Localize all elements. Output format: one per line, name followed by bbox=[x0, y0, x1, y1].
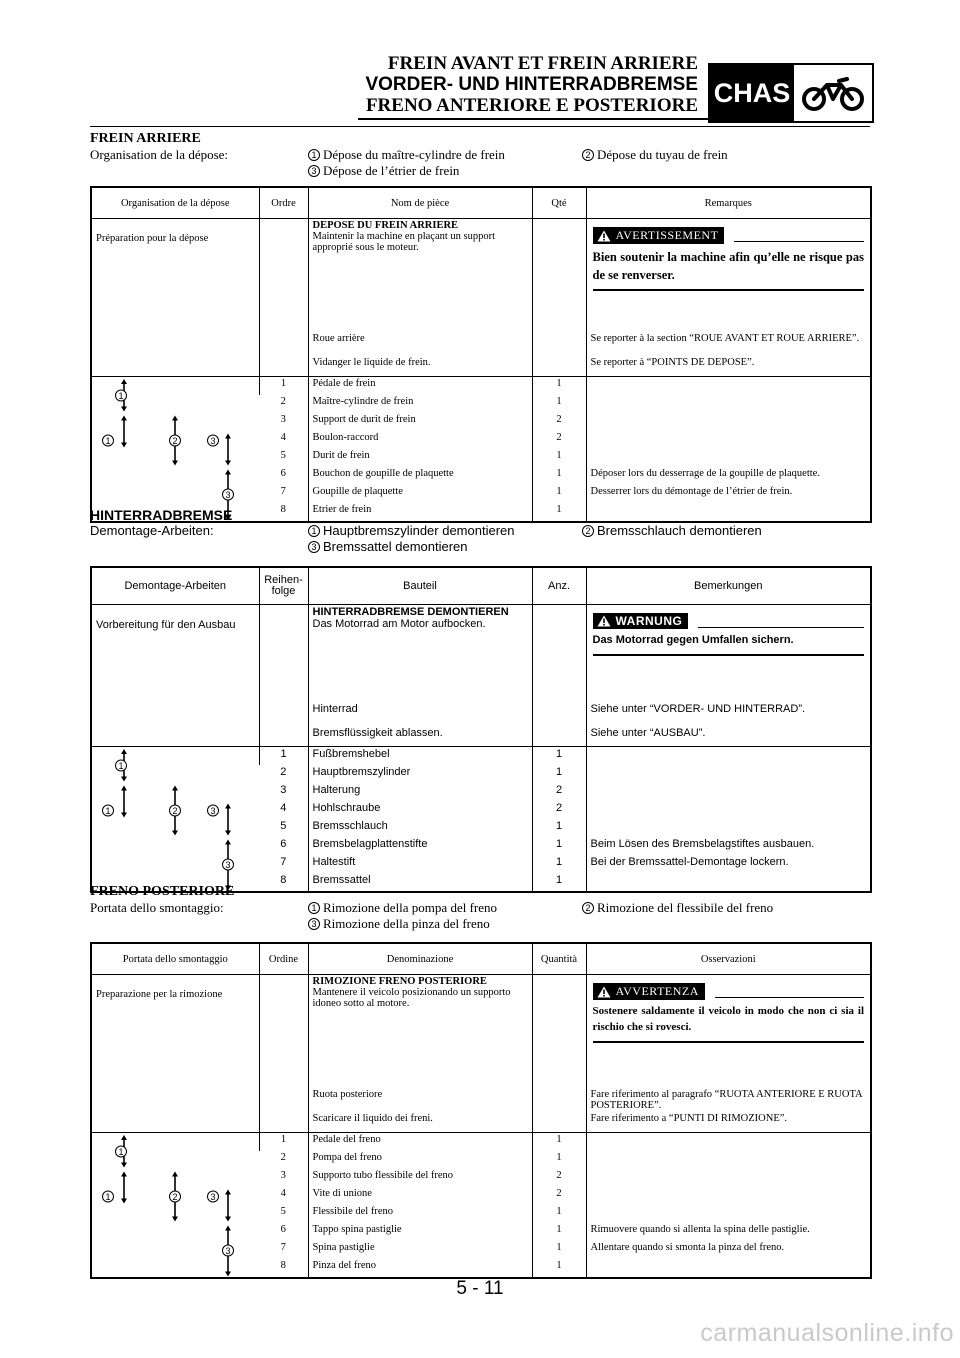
part-remark bbox=[586, 413, 871, 431]
empty-cell bbox=[259, 726, 308, 747]
order-number: 7 bbox=[280, 1242, 286, 1253]
order-number: 7 bbox=[280, 856, 287, 868]
empty-cell bbox=[259, 332, 308, 356]
part-name: Halterung bbox=[308, 783, 532, 801]
header-rule bbox=[358, 118, 708, 120]
org-step-text: Bremssattel demontieren bbox=[323, 539, 468, 554]
order-number: 2 bbox=[280, 766, 287, 778]
step-marker-label: 2 bbox=[172, 806, 178, 816]
part-remark bbox=[586, 449, 871, 467]
step-marker-label: 3 bbox=[225, 860, 231, 870]
prep-item-name: Roue arrière bbox=[308, 332, 532, 356]
empty-cell bbox=[259, 975, 308, 1089]
order-number: 4 bbox=[280, 1188, 286, 1199]
step-marker-circle bbox=[208, 435, 219, 446]
org-step-text: Dépose du maître-cylindre de frein bbox=[323, 147, 505, 162]
column-header: Anz. bbox=[532, 567, 586, 605]
order-number: 4 bbox=[280, 802, 287, 814]
step-marker-circle bbox=[103, 435, 114, 446]
title-fr: FREIN AVANT ET FREIN ARRIERE bbox=[387, 53, 698, 74]
part-name: Pédale de frein bbox=[308, 377, 532, 396]
org-step-2 bbox=[582, 900, 870, 916]
prep-item-name: Ruota posteriore bbox=[308, 1088, 532, 1112]
quantity: 1 bbox=[532, 819, 586, 837]
step-marker: 2 bbox=[582, 149, 594, 161]
part-remark: Rimuovere quando si allenta la spina delle pastiglie. bbox=[586, 1223, 871, 1241]
step-marker-label: 1 bbox=[118, 391, 124, 401]
part-remark bbox=[586, 747, 871, 766]
part-remark bbox=[586, 1151, 871, 1169]
step-arrows bbox=[91, 377, 259, 523]
org-step-2 bbox=[582, 147, 870, 163]
step-marker-label: 3 bbox=[225, 1246, 231, 1256]
section-title: FREIN ARRIERE bbox=[90, 131, 201, 146]
prep-row bbox=[91, 975, 871, 1089]
prep-item-name: Hinterrad bbox=[308, 702, 532, 726]
empty-cell bbox=[91, 1088, 259, 1112]
quantity: 1 bbox=[532, 467, 586, 485]
prep-item-remark: Fare riferimento al paragrafo “RUOTA ANTERIORE E RUOTA POSTERIORE”. bbox=[586, 1088, 871, 1112]
order-number: 1 bbox=[259, 377, 308, 396]
empty-cell bbox=[91, 1112, 259, 1133]
warning-rule bbox=[715, 997, 864, 998]
warning-icon bbox=[597, 615, 611, 627]
warning-label: AVVERTENZA bbox=[615, 984, 699, 998]
part-remark: Desserrer lors du démontage de l’étrier de frein. bbox=[586, 485, 871, 503]
step-marker-circle bbox=[223, 1245, 234, 1256]
part-name: Bouchon de goupille de plaquette bbox=[308, 467, 532, 485]
org-label: Demontage-Arbeiten: bbox=[90, 523, 214, 538]
org-label: Organisation de la dépose: bbox=[90, 147, 229, 162]
empty-cell bbox=[259, 1112, 308, 1133]
org-spacer bbox=[90, 163, 308, 179]
empty-cell bbox=[259, 219, 308, 333]
org-spacer bbox=[90, 539, 308, 555]
empty-cell bbox=[259, 605, 308, 703]
empty-cell bbox=[532, 726, 586, 747]
column-header: Quantità bbox=[532, 943, 586, 975]
column-header: Nom de pièce bbox=[308, 187, 532, 219]
table-row bbox=[91, 377, 871, 396]
part-name: Hohlschraube bbox=[308, 801, 532, 819]
step-marker-label: 2 bbox=[172, 436, 178, 446]
org-row bbox=[90, 900, 870, 916]
prep-text: Das Motorrad am Motor aufbocken. bbox=[312, 618, 486, 630]
warning-text: Sostenere saldamente il veicolo in modo che non ci sia il rischio che si rovesci. bbox=[593, 1004, 865, 1043]
prep-row bbox=[91, 219, 871, 333]
step-marker: 3 bbox=[308, 541, 320, 553]
column-header: Ordre bbox=[259, 187, 308, 219]
org-step-text: Dépose de l’étrier de frein bbox=[323, 163, 460, 178]
org-row bbox=[90, 916, 870, 932]
empty-cell bbox=[532, 702, 586, 726]
part-name: Etrier de frein bbox=[308, 503, 532, 522]
empty-cell bbox=[532, 975, 586, 1089]
prep-heading: HINTERRADBREMSE DEMONTIEREN bbox=[312, 606, 509, 618]
table-header-row bbox=[91, 943, 871, 975]
step-marker: 2 bbox=[582, 902, 594, 914]
part-name: Bremssattel bbox=[308, 873, 532, 892]
org-step-text: Rimozione del flessibile del freno bbox=[597, 900, 774, 915]
step-marker-label: 1 bbox=[118, 761, 124, 771]
order-number: 2 bbox=[280, 396, 286, 407]
part-remark bbox=[586, 819, 871, 837]
order-number: 5 bbox=[280, 820, 287, 832]
part-remark bbox=[586, 1133, 871, 1152]
step-marker-circle bbox=[116, 760, 127, 771]
step-marker-label: 1 bbox=[118, 1147, 124, 1157]
quantity: 1 bbox=[532, 765, 586, 783]
quantity: 1 bbox=[532, 377, 586, 396]
column-header: Bemerkungen bbox=[586, 567, 871, 605]
part-remark bbox=[586, 1187, 871, 1205]
step-arrow-diagram bbox=[92, 377, 260, 523]
part-remark bbox=[586, 1205, 871, 1223]
quantity: 1 bbox=[532, 1151, 586, 1169]
step-arrows bbox=[91, 1133, 259, 1279]
prep-item-remark: Siehe unter “VORDER- UND HINTERRAD”. bbox=[586, 702, 871, 726]
column-header: Remarques bbox=[586, 187, 871, 219]
table-header-row bbox=[91, 567, 871, 605]
quantity: 1 bbox=[532, 449, 586, 467]
empty-cell bbox=[91, 356, 259, 377]
org-step-1 bbox=[308, 147, 582, 163]
prep-item-row bbox=[91, 1112, 871, 1133]
order-number: 6 bbox=[280, 1224, 286, 1235]
warning-box bbox=[586, 975, 871, 1089]
section-de bbox=[90, 507, 870, 555]
step-marker-circle bbox=[103, 1191, 114, 1202]
order-number: 6 bbox=[280, 838, 287, 850]
step-marker-label: 3 bbox=[225, 490, 231, 500]
step-marker-circle bbox=[170, 805, 181, 816]
step-marker-circle bbox=[103, 805, 114, 816]
step-arrows bbox=[91, 747, 259, 893]
part-name: Tappo spina pastiglie bbox=[308, 1223, 532, 1241]
part-name: Hauptbremszylinder bbox=[308, 765, 532, 783]
quantity: 1 bbox=[532, 485, 586, 503]
quantity: 2 bbox=[532, 413, 586, 431]
order-number: 2 bbox=[280, 1152, 286, 1163]
step-marker-circle bbox=[208, 1191, 219, 1202]
empty-cell bbox=[259, 1088, 308, 1112]
quantity: 2 bbox=[532, 431, 586, 449]
empty-cell bbox=[91, 726, 259, 747]
order-number: 8 bbox=[280, 874, 287, 886]
prep-item-row bbox=[91, 332, 871, 356]
section-title: FRENO POSTERIORE bbox=[90, 884, 235, 899]
chas-label: CHAS bbox=[710, 65, 794, 121]
part-remark bbox=[586, 783, 871, 801]
section-title: HINTERRADBREMSE bbox=[90, 507, 233, 523]
org-row bbox=[90, 539, 870, 555]
org-step-3 bbox=[308, 916, 490, 932]
part-name: Haltestift bbox=[308, 855, 532, 873]
step-1-arrow-b bbox=[121, 416, 127, 448]
quantity: 1 bbox=[532, 503, 586, 522]
quantity: 1 bbox=[532, 1223, 586, 1241]
disassembly-table bbox=[90, 942, 872, 1279]
part-name: Vite di unione bbox=[308, 1187, 532, 1205]
warning-head bbox=[593, 613, 865, 629]
prep-item-remark: Siehe unter “AUSBAU”. bbox=[586, 726, 871, 747]
part-name: Support de durit de frein bbox=[308, 413, 532, 431]
step-marker-circle bbox=[223, 859, 234, 870]
warning-box bbox=[586, 605, 871, 703]
part-name: Supporto tubo flessibile del freno bbox=[308, 1169, 532, 1187]
quantity: 2 bbox=[532, 783, 586, 801]
part-remark bbox=[586, 395, 871, 413]
org-step-text: Rimozione della pinza del freno bbox=[323, 916, 490, 931]
part-name: Fußbremshebel bbox=[308, 747, 532, 766]
prep-item-row bbox=[91, 726, 871, 747]
prep-description bbox=[308, 219, 532, 333]
order-number: 1 bbox=[259, 747, 308, 766]
column-header: Reihen-folge bbox=[259, 567, 308, 605]
part-name: Flessibile del freno bbox=[308, 1205, 532, 1223]
column-header: Demontage-Arbeiten bbox=[91, 567, 259, 605]
column-header: Ordine bbox=[259, 943, 308, 975]
column-header: Osservazioni bbox=[586, 943, 871, 975]
quantity: 1 bbox=[532, 1259, 586, 1278]
prep-description bbox=[308, 605, 532, 703]
prep-item-row bbox=[91, 1088, 871, 1112]
org-row bbox=[90, 163, 870, 179]
empty-cell bbox=[259, 356, 308, 377]
empty-cell bbox=[532, 605, 586, 703]
warning-badge bbox=[593, 227, 725, 244]
step-marker-label: 2 bbox=[172, 1192, 178, 1202]
quantity: 1 bbox=[532, 1205, 586, 1223]
quantity: 1 bbox=[532, 837, 586, 855]
step-marker-circle bbox=[170, 435, 181, 446]
step-marker-label: 3 bbox=[210, 806, 216, 816]
step-1-arrow-b bbox=[121, 1172, 127, 1204]
part-name: Bremsschlauch bbox=[308, 819, 532, 837]
prep-label: Preparazione per la rimozione bbox=[96, 989, 223, 1000]
step-marker-label: 1 bbox=[105, 436, 111, 446]
empty-cell bbox=[532, 219, 586, 333]
disassembly-table bbox=[90, 186, 872, 523]
warning-head bbox=[593, 227, 865, 244]
org-spacer bbox=[90, 916, 308, 932]
quantity: 2 bbox=[532, 1169, 586, 1187]
part-name: Goupille de plaquette bbox=[308, 485, 532, 503]
empty-cell bbox=[532, 356, 586, 377]
quantity: 1 bbox=[532, 855, 586, 873]
org-row bbox=[90, 147, 870, 163]
order-number: 8 bbox=[280, 504, 286, 515]
column-header: Organisation de la dépose bbox=[91, 187, 259, 219]
quantity: 1 bbox=[532, 747, 586, 766]
step-marker: 3 bbox=[308, 165, 320, 177]
quantity: 1 bbox=[532, 873, 586, 892]
step-3-arrow-a bbox=[225, 434, 231, 466]
step-marker-circle bbox=[116, 1146, 127, 1157]
step-1-arrow-b bbox=[121, 786, 127, 818]
prep-heading: DEPOSE DU FREIN ARRIERE bbox=[312, 220, 459, 231]
order-number: 7 bbox=[280, 486, 286, 497]
part-remark: Allentare quando si smonta la pinza del freno. bbox=[586, 1241, 871, 1259]
warning-head bbox=[593, 983, 865, 1000]
step-marker-label: 3 bbox=[210, 1192, 216, 1202]
motorcycle-icon bbox=[794, 65, 872, 121]
org-step-text: Dépose du tuyau de frein bbox=[597, 147, 728, 162]
prep-label: Préparation pour la dépose bbox=[96, 233, 209, 244]
prep-item-name: Bremsflüssigkeit ablassen. bbox=[308, 726, 532, 747]
warning-text: Bien soutenir la machine afin qu’elle ne risque pas de se renverser. bbox=[593, 248, 865, 291]
order-number: 3 bbox=[280, 414, 286, 425]
page-number: 5 - 11 bbox=[456, 1278, 504, 1299]
prep-item-row bbox=[91, 356, 871, 377]
empty-cell bbox=[259, 702, 308, 726]
prep-item-name: Scaricare il liquido dei freni. bbox=[308, 1112, 532, 1133]
step-3-arrow-a bbox=[225, 804, 231, 836]
empty-cell bbox=[532, 1088, 586, 1112]
quantity: 2 bbox=[532, 801, 586, 819]
step-arrow-diagram bbox=[92, 1133, 260, 1279]
part-remark: Déposer lors du desserrage de la goupille de plaquette. bbox=[586, 467, 871, 485]
part-remark bbox=[586, 801, 871, 819]
order-number: 3 bbox=[280, 1170, 286, 1181]
step-marker-label: 1 bbox=[105, 1192, 111, 1202]
step-marker-circle bbox=[223, 489, 234, 500]
step-marker: 3 bbox=[308, 918, 320, 930]
empty-cell bbox=[532, 1112, 586, 1133]
step-marker-circle bbox=[170, 1191, 181, 1202]
part-remark bbox=[586, 1169, 871, 1187]
quantity: 2 bbox=[532, 1187, 586, 1205]
prep-item-remark: Se reporter à la section “ROUE AVANT ET ROUE ARRIERE”. bbox=[586, 332, 871, 356]
org-label: Portata dello smontaggio: bbox=[90, 900, 224, 915]
step-marker: 1 bbox=[308, 525, 320, 537]
column-header: Portata dello smontaggio bbox=[91, 943, 259, 975]
prep-item-row bbox=[91, 702, 871, 726]
quantity: 1 bbox=[532, 395, 586, 413]
org-step-text: Rimozione della pompa del freno bbox=[323, 900, 498, 915]
order-number: 8 bbox=[280, 1260, 286, 1271]
column-header: Denominazione bbox=[308, 943, 532, 975]
table-header-row bbox=[91, 187, 871, 219]
order-number: 5 bbox=[280, 1206, 286, 1217]
column-header: Qté bbox=[532, 187, 586, 219]
header-rule-long bbox=[90, 126, 870, 127]
order-number: 4 bbox=[280, 432, 286, 443]
empty-cell bbox=[532, 332, 586, 356]
warning-badge bbox=[593, 983, 705, 1000]
order-number: 3 bbox=[280, 784, 287, 796]
org-step-1 bbox=[308, 523, 582, 539]
table-row bbox=[91, 1133, 871, 1152]
prep-description bbox=[308, 975, 532, 1089]
step-marker-label: 1 bbox=[105, 806, 111, 816]
empty-cell bbox=[91, 702, 259, 726]
title-it: FRENO ANTERIORE E POSTERIORE bbox=[365, 95, 698, 116]
part-name: Boulon-raccord bbox=[308, 431, 532, 449]
step-marker-label: 3 bbox=[210, 436, 216, 446]
part-name: Pompa del freno bbox=[308, 1151, 532, 1169]
header-titles bbox=[340, 54, 698, 116]
section-fr bbox=[90, 131, 870, 179]
table-row bbox=[91, 747, 871, 766]
org-step-2 bbox=[582, 523, 870, 539]
part-name: Pedale del freno bbox=[308, 1133, 532, 1152]
prep-label: Vorbereitung für den Ausbau bbox=[96, 619, 236, 631]
step-marker-circle bbox=[208, 805, 219, 816]
warning-rule bbox=[734, 241, 864, 242]
step-marker: 2 bbox=[582, 525, 594, 537]
quantity: 1 bbox=[532, 1241, 586, 1259]
disassembly-table bbox=[90, 566, 872, 893]
order-number: 6 bbox=[280, 468, 286, 479]
warning-label: AVERTISSEMENT bbox=[615, 228, 719, 242]
warning-icon bbox=[597, 986, 611, 998]
part-remark bbox=[586, 765, 871, 783]
step-marker-circle bbox=[116, 390, 127, 401]
org-step-3 bbox=[308, 539, 468, 555]
part-name: Durit de frein bbox=[308, 449, 532, 467]
warning-icon bbox=[597, 230, 611, 242]
part-remark bbox=[586, 377, 871, 396]
quantity: 1 bbox=[532, 1133, 586, 1152]
prep-row bbox=[91, 605, 871, 703]
org-step-1 bbox=[308, 900, 582, 916]
part-remark bbox=[586, 431, 871, 449]
warning-label: WARNUNG bbox=[615, 614, 683, 628]
part-name: Pinza del freno bbox=[308, 1259, 532, 1278]
org-step-3 bbox=[308, 163, 459, 179]
part-remark bbox=[586, 1259, 871, 1278]
part-name: Bremsbelagplattenstifte bbox=[308, 837, 532, 855]
part-name: Maître-cylindre de frein bbox=[308, 395, 532, 413]
title-de: VORDER- UND HINTERRADBREMSE bbox=[365, 74, 698, 95]
prep-item-name: Vidanger le liquide de frein. bbox=[308, 356, 532, 377]
chas-badge bbox=[708, 63, 874, 123]
part-remark: Bei der Bremssattel-Demontage lockern. bbox=[586, 855, 871, 873]
step-arrow-diagram bbox=[92, 747, 260, 893]
warning-box bbox=[586, 219, 871, 333]
section-it bbox=[90, 884, 870, 932]
warning-rule bbox=[698, 627, 864, 628]
order-number: 5 bbox=[280, 450, 286, 461]
part-name: Spina pastiglie bbox=[308, 1241, 532, 1259]
warning-text: Das Motorrad gegen Umfallen sichern. bbox=[593, 633, 865, 656]
org-row bbox=[90, 523, 870, 539]
empty-cell bbox=[91, 332, 259, 356]
org-step-text: Bremsschlauch demontieren bbox=[597, 523, 762, 538]
warning-badge bbox=[593, 613, 689, 629]
step-marker: 1 bbox=[308, 902, 320, 914]
prep-item-remark: Se reporter à “POINTS DE DEPOSE”. bbox=[586, 356, 871, 377]
prep-item-remark: Fare riferimento a “PUNTI DI RIMOZIONE”. bbox=[586, 1112, 871, 1133]
org-step-text: Hauptbremszylinder demontieren bbox=[323, 523, 515, 538]
prep-text: Maintenir la machine en plaçant un support approprié sous le moteur. bbox=[312, 231, 496, 253]
order-number: 1 bbox=[259, 1133, 308, 1152]
step-marker: 1 bbox=[308, 149, 320, 161]
watermark: carmanualsonline.info bbox=[700, 1319, 954, 1347]
step-3-arrow-a bbox=[225, 1190, 231, 1222]
prep-heading: RIMOZIONE FRENO POSTERIORE bbox=[312, 976, 487, 987]
part-remark: Beim Lösen des Bremsbelagstiftes ausbauen. bbox=[586, 837, 871, 855]
column-header: Bauteil bbox=[308, 567, 532, 605]
prep-text: Mantenere il veicolo posizionando un supporto idoneo sotto al motore. bbox=[312, 987, 511, 1009]
